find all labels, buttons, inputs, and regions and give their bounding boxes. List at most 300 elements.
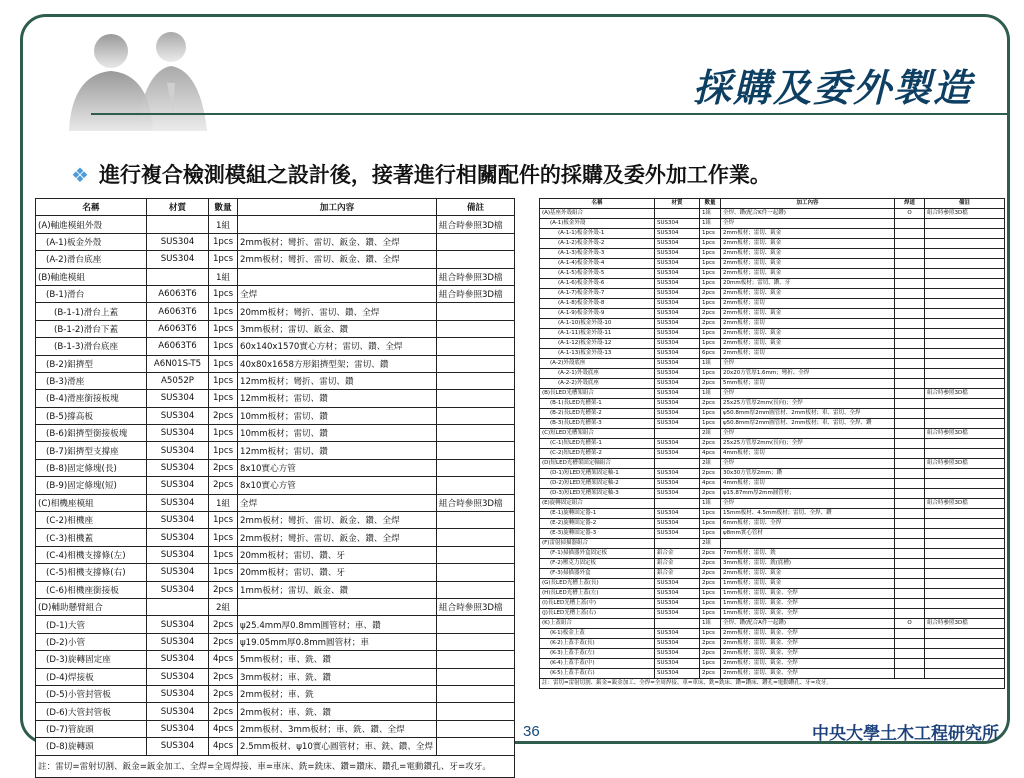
table-cell bbox=[925, 578, 1005, 588]
table-cell bbox=[437, 546, 515, 563]
table-row bbox=[540, 319, 1005, 329]
table-cell: 全焊 bbox=[721, 428, 895, 438]
table-cell: (B-3)長LED光槽架-3 bbox=[540, 418, 655, 428]
header-cell: 備註 bbox=[925, 199, 1005, 209]
table-cell: 1pcs bbox=[700, 329, 721, 339]
table-cell: 10mm板材；雷切、鑽 bbox=[238, 407, 437, 424]
header-cell: 加工內容 bbox=[238, 199, 437, 216]
table-cell: 2mm板材；雷切、鈑金 bbox=[721, 269, 895, 279]
table-cell: (F-3)掃描器外盒 bbox=[540, 568, 655, 578]
table-cell bbox=[437, 233, 515, 250]
table-cell: 3mm板材；車、銑、鑽 bbox=[238, 668, 437, 685]
table-cell bbox=[437, 442, 515, 459]
table-row bbox=[540, 299, 1005, 309]
table-cell: 2mm板材；雷切、鈑金、全焊 bbox=[721, 668, 895, 678]
table-row bbox=[36, 407, 515, 424]
table-cell: (D-7)管旋頭 bbox=[36, 720, 147, 737]
table-cell: (D)短LED光槽架固定軸組合 bbox=[540, 458, 655, 468]
table-cell: 組合時參照3D檔 bbox=[925, 389, 1005, 399]
table-cell: (B-1-3)滑台底座 bbox=[36, 338, 147, 355]
table-cell: SUS304 bbox=[655, 658, 700, 668]
table-row bbox=[540, 219, 1005, 229]
table-row bbox=[540, 558, 1005, 568]
table-cell bbox=[437, 720, 515, 737]
table-cell: 2mm板材；雷切、鈑金 bbox=[721, 249, 895, 259]
table-row bbox=[36, 320, 515, 337]
table-cell bbox=[895, 369, 925, 379]
table-cell: SUS304 bbox=[147, 616, 209, 633]
table-cell: SUS304 bbox=[147, 633, 209, 650]
table-row bbox=[540, 498, 1005, 508]
table-cell: SUS304 bbox=[655, 648, 700, 658]
table-cell: 40x80x1658方形鋁擠型架；雷切、鑽 bbox=[238, 355, 437, 372]
table-cell bbox=[895, 548, 925, 558]
table-cell: 2mm板材；雷切、鈑金、全焊 bbox=[721, 648, 895, 658]
table-cell: 2組 bbox=[700, 428, 721, 438]
table-cell: SUS304 bbox=[655, 299, 700, 309]
table-cell: SUS304 bbox=[655, 488, 700, 498]
table-cell bbox=[895, 428, 925, 438]
table-cell: 5mm板材；雷切 bbox=[721, 379, 895, 389]
table-cell bbox=[925, 468, 1005, 478]
table-row bbox=[540, 568, 1005, 578]
table-cell: 1pcs bbox=[700, 418, 721, 428]
table-cell: (C-3)相機蓋 bbox=[36, 529, 147, 546]
table-cell bbox=[895, 289, 925, 299]
table-cell: (D-6)大管封管板 bbox=[36, 703, 147, 720]
table-row bbox=[540, 409, 1005, 419]
table-cell: 1組 bbox=[209, 216, 238, 233]
table-row bbox=[540, 538, 1005, 548]
table-cell: (A-1-3)板金外殼-3 bbox=[540, 249, 655, 259]
table-row bbox=[36, 494, 515, 511]
table-cell: (D-1)短LED光槽架固定軸-1 bbox=[540, 468, 655, 478]
table-cell: 25x25方管厚2mm(長向)；全焊 bbox=[721, 438, 895, 448]
table-cell bbox=[925, 478, 1005, 488]
table-cell: 1pcs bbox=[700, 409, 721, 419]
table-cell: (D)輔助懸臂組合 bbox=[36, 598, 147, 615]
table-cell: 1組 bbox=[700, 209, 721, 219]
table-cell: 1pcs bbox=[700, 588, 721, 598]
table-row bbox=[540, 428, 1005, 438]
table-cell: (B-3)滑座 bbox=[36, 372, 147, 389]
table-cell: 2mm板材；彎折、雷切、鈑金、鑽、全焊 bbox=[238, 512, 437, 529]
table-cell bbox=[925, 319, 1005, 329]
table-cell: 1mm板材；雷切、鈑金、全焊 bbox=[721, 608, 895, 618]
table-cell: SUS304 bbox=[147, 390, 209, 407]
table-cell: 4pcs bbox=[700, 448, 721, 458]
table-cell: (B-6)鋁擠型銜接板塊 bbox=[36, 425, 147, 442]
table-row bbox=[36, 372, 515, 389]
table-cell bbox=[437, 425, 515, 442]
table-row bbox=[540, 638, 1005, 648]
table-cell: SUS304 bbox=[147, 720, 209, 737]
table-row bbox=[540, 488, 1005, 498]
table-cell: 2mm板材；雷切、鈑金、全焊 bbox=[721, 638, 895, 648]
table-cell: 鋁合金 bbox=[655, 548, 700, 558]
table-cell bbox=[238, 598, 437, 615]
title-divider bbox=[91, 113, 1007, 115]
table-cell: 1pcs bbox=[700, 608, 721, 618]
table-note-row bbox=[540, 678, 1005, 688]
table-row bbox=[540, 229, 1005, 239]
table-cell: (A-1-6)板金外殼-6 bbox=[540, 279, 655, 289]
table-row bbox=[540, 628, 1005, 638]
table-cell: 2.5mm板材、ψ10實心圓管材；車、銑、鑽、全焊 bbox=[238, 738, 437, 755]
table-cell: 2mm板材；車、銑、鑽 bbox=[238, 703, 437, 720]
table-cell: 1pcs bbox=[700, 229, 721, 239]
table-cell bbox=[437, 459, 515, 476]
table-cell: (D-1)大管 bbox=[36, 616, 147, 633]
table-cell: 1pcs bbox=[209, 338, 238, 355]
table-cell: 2pcs bbox=[700, 319, 721, 329]
table-cell: 2pcs bbox=[700, 289, 721, 299]
table-cell bbox=[437, 372, 515, 389]
slide-frame bbox=[20, 14, 1010, 772]
table-row bbox=[540, 438, 1005, 448]
table-cell: SUS304 bbox=[147, 425, 209, 442]
table-cell: 2pcs bbox=[700, 668, 721, 678]
table-cell: 15mm板材、4.5mm板材；雷切、全焊、鑽 bbox=[721, 508, 895, 518]
table-cell bbox=[895, 399, 925, 409]
table-cell: (C-6)相機座銜接板 bbox=[36, 581, 147, 598]
table-cell: (K-5)上蓋手蓋(右) bbox=[540, 668, 655, 678]
table-cell: SUS304 bbox=[655, 399, 700, 409]
table-cell bbox=[895, 379, 925, 389]
bullet-point bbox=[71, 159, 993, 189]
table-cell: (A-2)滑台底座 bbox=[36, 251, 147, 268]
table-cell: (K-2)上蓋手蓋(長) bbox=[540, 638, 655, 648]
table-cell: SUS304 bbox=[655, 349, 700, 359]
table-cell: 1pcs bbox=[209, 320, 238, 337]
table-cell: 1pcs bbox=[209, 512, 238, 529]
table-cell bbox=[895, 319, 925, 329]
table-cell bbox=[895, 628, 925, 638]
table-cell: 2mm板材；雷切 bbox=[721, 299, 895, 309]
table-cell: 2mm板材；彎折、雷切、鈑金、鑽、全焊 bbox=[238, 251, 437, 268]
table-cell: 全焊 bbox=[721, 498, 895, 508]
table-cell: A6063T6 bbox=[147, 338, 209, 355]
table-cell bbox=[895, 418, 925, 428]
header-cell: 數量 bbox=[209, 199, 238, 216]
table-cell: SUS304 bbox=[147, 564, 209, 581]
table-row bbox=[36, 720, 515, 737]
table-cell bbox=[895, 458, 925, 468]
table-cell: 2mm板材；車、銑 bbox=[238, 685, 437, 702]
table-cell: (C-2)相機座 bbox=[36, 512, 147, 529]
table-cell: 2mm板材；雷切、鈑金 bbox=[721, 229, 895, 239]
table-cell: 1pcs bbox=[700, 658, 721, 668]
table-row bbox=[36, 338, 515, 355]
table-cell: (A-2)外殼底座 bbox=[540, 359, 655, 369]
table-cell: 組合時參照3D檔 bbox=[437, 268, 515, 285]
table-cell bbox=[925, 309, 1005, 319]
table-cell bbox=[925, 299, 1005, 309]
table-row bbox=[540, 648, 1005, 658]
table-cell bbox=[925, 668, 1005, 678]
table-cell: (A)軸進模組外殼 bbox=[36, 216, 147, 233]
table-cell: 2pcs bbox=[209, 477, 238, 494]
table-cell: 20mm板材；雷切、鑽、牙 bbox=[238, 564, 437, 581]
table-cell: 1pcs bbox=[700, 628, 721, 638]
table-cell: 2pcs bbox=[700, 309, 721, 319]
table-cell: 20x20方管厚1.6mm；彎折、全焊 bbox=[721, 369, 895, 379]
table-cell: (A)基座外殼組合 bbox=[540, 209, 655, 219]
table-cell: 組合時參照3D檔 bbox=[437, 216, 515, 233]
table-cell bbox=[437, 616, 515, 633]
table-cell: SUS304 bbox=[147, 494, 209, 511]
table-row bbox=[540, 518, 1005, 528]
table-cell bbox=[925, 598, 1005, 608]
table-cell: (C-4)相機支撐條(左) bbox=[36, 546, 147, 563]
table-cell: 全焊、鑽(配合A件一起鑽) bbox=[721, 618, 895, 628]
table-cell bbox=[147, 216, 209, 233]
table-cell: SUS304 bbox=[147, 738, 209, 755]
table-cell: 1pcs bbox=[700, 528, 721, 538]
table-cell bbox=[147, 598, 209, 615]
table-cell: ψ15.87mm厚2mm圓管材； bbox=[721, 488, 895, 498]
table-cell: (A-1-7)板金外殼-7 bbox=[540, 289, 655, 299]
table-cell: (D-3)短LED光槽架固定軸-3 bbox=[540, 488, 655, 498]
table-cell bbox=[925, 239, 1005, 249]
table-cell bbox=[437, 303, 515, 320]
table-cell: (A-1-12)板金外殼-12 bbox=[540, 339, 655, 349]
table-cell: 3mm板材；雷切、鈑金、鑽 bbox=[238, 320, 437, 337]
table-cell: (K-3)上蓋手蓋(左) bbox=[540, 648, 655, 658]
table-cell bbox=[895, 598, 925, 608]
table-header-row bbox=[540, 199, 1005, 209]
table-row bbox=[36, 564, 515, 581]
table-cell: (B-1-2)滑台下蓋 bbox=[36, 320, 147, 337]
table-cell bbox=[721, 538, 895, 548]
table-cell bbox=[437, 703, 515, 720]
table-cell bbox=[895, 478, 925, 488]
table-cell: 1pcs bbox=[700, 269, 721, 279]
table-cell bbox=[437, 338, 515, 355]
table-cell bbox=[437, 668, 515, 685]
table-cell: SUS304 bbox=[147, 529, 209, 546]
table-cell: SUS304 bbox=[147, 407, 209, 424]
table-row bbox=[540, 369, 1005, 379]
table-cell bbox=[895, 518, 925, 528]
page-number: 36 bbox=[523, 723, 540, 740]
table-cell: 2pcs bbox=[700, 438, 721, 448]
table-cell bbox=[925, 448, 1005, 458]
table-cell: 1pcs bbox=[209, 546, 238, 563]
table-cell bbox=[895, 359, 925, 369]
table-row bbox=[36, 633, 515, 650]
table-cell: SUS304 bbox=[655, 379, 700, 389]
table-cell: 10mm板材；雷切、鑽 bbox=[238, 425, 437, 442]
table-cell: SUS304 bbox=[655, 578, 700, 588]
table-cell bbox=[437, 251, 515, 268]
table-row bbox=[540, 279, 1005, 289]
table-row bbox=[540, 578, 1005, 588]
table-cell: 全焊 bbox=[721, 389, 895, 399]
table-cell: SUS304 bbox=[655, 608, 700, 618]
table-cell: 2pcs bbox=[700, 578, 721, 588]
table-row bbox=[540, 658, 1005, 668]
table-cell bbox=[895, 448, 925, 458]
table-row bbox=[36, 668, 515, 685]
table-cell: (I)長LED光槽上蓋(中) bbox=[540, 598, 655, 608]
table-cell: (A-1-11)板金外殼-11 bbox=[540, 329, 655, 339]
table-cell: 2組 bbox=[700, 458, 721, 468]
table-row bbox=[36, 303, 515, 320]
table-cell bbox=[925, 339, 1005, 349]
table-cell: (A-1-2)板金外殼-2 bbox=[540, 239, 655, 249]
table-cell bbox=[437, 651, 515, 668]
table-cell bbox=[895, 219, 925, 229]
table-cell: (C)短LED光槽架組合 bbox=[540, 428, 655, 438]
table-cell: 2mm板材；雷切、鈑金 bbox=[721, 259, 895, 269]
table-cell: 2pcs bbox=[700, 568, 721, 578]
table-cell: 1組 bbox=[209, 268, 238, 285]
table-cell: SUS304 bbox=[655, 309, 700, 319]
table-cell: 1pcs bbox=[209, 233, 238, 250]
table-cell: 組合時參照3D檔 bbox=[437, 494, 515, 511]
table-cell: 2pcs bbox=[700, 399, 721, 409]
table-cell: (H)長LED光槽上蓋(左) bbox=[540, 588, 655, 598]
table-cell: 1組 bbox=[700, 219, 721, 229]
table-row bbox=[36, 581, 515, 598]
table-cell: 1pcs bbox=[700, 598, 721, 608]
table-cell: (E-3)旋轉固定器-3 bbox=[540, 528, 655, 538]
table-cell: 1pcs bbox=[209, 372, 238, 389]
table-cell: SUS304 bbox=[147, 442, 209, 459]
table-cell: A5052P bbox=[147, 372, 209, 389]
table-cell: (B-1)長LED光槽架-1 bbox=[540, 399, 655, 409]
table-cell: 全焊 bbox=[721, 458, 895, 468]
table-cell: 2組 bbox=[209, 598, 238, 615]
table-cell: SUS304 bbox=[147, 651, 209, 668]
table-row bbox=[540, 379, 1005, 389]
table-cell bbox=[895, 568, 925, 578]
table-cell: 1mm板材；雷切、鈑金、全焊 bbox=[721, 588, 895, 598]
table-cell bbox=[437, 320, 515, 337]
table-cell: SUS304 bbox=[655, 329, 700, 339]
table-cell: (B-9)固定條塊(短) bbox=[36, 477, 147, 494]
table-cell bbox=[895, 668, 925, 678]
table-cell bbox=[895, 608, 925, 618]
table-cell: 組合時參照3D檔 bbox=[925, 618, 1005, 628]
table-cell: 1pcs bbox=[209, 251, 238, 268]
table-cell bbox=[655, 538, 700, 548]
table-cell: SUS304 bbox=[655, 409, 700, 419]
table-cell: 2pcs bbox=[700, 648, 721, 658]
table-cell: 全焊 bbox=[238, 285, 437, 302]
table-cell: SUS304 bbox=[655, 249, 700, 259]
table-row bbox=[540, 389, 1005, 399]
table-cell: 2組 bbox=[700, 538, 721, 548]
table-cell bbox=[925, 648, 1005, 658]
table-cell: 2pcs bbox=[209, 668, 238, 685]
table-cell: ψ8mm實心管材 bbox=[721, 528, 895, 538]
table-cell: (F-2)壓克力固定板 bbox=[540, 558, 655, 568]
table-cell: (E)旋轉固定組合 bbox=[540, 498, 655, 508]
table-cell: 4pcs bbox=[209, 720, 238, 737]
table-cell: (A-1-1)板金外殼-1 bbox=[540, 229, 655, 239]
table-row bbox=[540, 668, 1005, 678]
table-row bbox=[540, 458, 1005, 468]
table-row bbox=[36, 268, 515, 285]
table-row bbox=[540, 359, 1005, 369]
table-row bbox=[36, 425, 515, 442]
table-cell: SUS304 bbox=[655, 448, 700, 458]
table-cell: 4mm板材；雷切 bbox=[721, 478, 895, 488]
table-cell: 組合時參照3D檔 bbox=[437, 285, 515, 302]
table-cell bbox=[895, 309, 925, 319]
table-cell: SUS304 bbox=[655, 269, 700, 279]
table-cell: 12mm板材；雷切、鑽 bbox=[238, 442, 437, 459]
table-cell: 30x30方管厚2mm；鑽 bbox=[721, 468, 895, 478]
table-cell: (B-4)滑座銜接板塊 bbox=[36, 390, 147, 407]
table-cell: ψ25.4mm厚0.8mm圓管材；車、鑽 bbox=[238, 616, 437, 633]
table-cell: 全焊 bbox=[721, 219, 895, 229]
table-cell: SUS304 bbox=[655, 359, 700, 369]
table-cell bbox=[925, 369, 1005, 379]
table-cell bbox=[437, 529, 515, 546]
institution-footer: 中央大學土木工程研究所 bbox=[812, 724, 999, 744]
table-row bbox=[540, 608, 1005, 618]
table-cell: SUS304 bbox=[655, 229, 700, 239]
table-cell: SUS304 bbox=[655, 528, 700, 538]
table-row bbox=[36, 477, 515, 494]
table-cell: ψ50.8mm厚2mm圓管材、2mm板材；車、雷切、全焊 bbox=[721, 409, 895, 419]
table-cell: A6063T6 bbox=[147, 285, 209, 302]
table-cell: (E-1)旋轉固定器-1 bbox=[540, 508, 655, 518]
table-cell: 2mm板材；雷切、鈑金 bbox=[721, 309, 895, 319]
diamond-bullet-icon: ❖ bbox=[71, 163, 89, 187]
table-cell: (A-1-4)板金外殼-4 bbox=[540, 259, 655, 269]
table-cell: (J)長LED光槽上蓋(右) bbox=[540, 608, 655, 618]
table-cell: 5mm板材；車、銑、鑽 bbox=[238, 651, 437, 668]
table-cell: 1pcs bbox=[700, 259, 721, 269]
table-cell: SUS304 bbox=[655, 668, 700, 678]
table-cell: A6063T6 bbox=[147, 320, 209, 337]
table-cell: 25x25方管厚2mm(長向)；全焊 bbox=[721, 399, 895, 409]
table-cell bbox=[895, 389, 925, 399]
table-cell: 2pcs bbox=[209, 685, 238, 702]
table-cell: (A-1)板金外殼 bbox=[540, 219, 655, 229]
table-cell: ψ50.8mm厚2mm圓管材、2mm板材；車、雷切、全焊、鑽 bbox=[721, 418, 895, 428]
table-row bbox=[36, 442, 515, 459]
table-cell: 1mm板材；雷切、鈑金、全焊 bbox=[721, 598, 895, 608]
table-cell bbox=[895, 578, 925, 588]
header-cell: 名稱 bbox=[36, 199, 147, 216]
table-cell: 1組 bbox=[700, 498, 721, 508]
table-cell: 鋁合金 bbox=[655, 558, 700, 568]
table-cell: 全焊 bbox=[721, 359, 895, 369]
table-cell: SUS304 bbox=[655, 289, 700, 299]
table-cell: 2mm板材；雷切 bbox=[721, 319, 895, 329]
table-cell: 1組 bbox=[209, 494, 238, 511]
table-row bbox=[36, 651, 515, 668]
header-cell: 焊道 bbox=[895, 199, 925, 209]
table-row bbox=[36, 355, 515, 372]
table-cell bbox=[925, 518, 1005, 528]
table-cell bbox=[895, 538, 925, 548]
table-cell: SUS304 bbox=[655, 508, 700, 518]
table-cell bbox=[925, 548, 1005, 558]
table-cell bbox=[925, 438, 1005, 448]
table-cell: SUS304 bbox=[655, 468, 700, 478]
table-cell bbox=[895, 239, 925, 249]
table-cell: 組合時參照3D檔 bbox=[925, 498, 1005, 508]
table-cell: SUS304 bbox=[147, 251, 209, 268]
table-cell: 1pcs bbox=[209, 390, 238, 407]
table-cell: SUS304 bbox=[655, 438, 700, 448]
